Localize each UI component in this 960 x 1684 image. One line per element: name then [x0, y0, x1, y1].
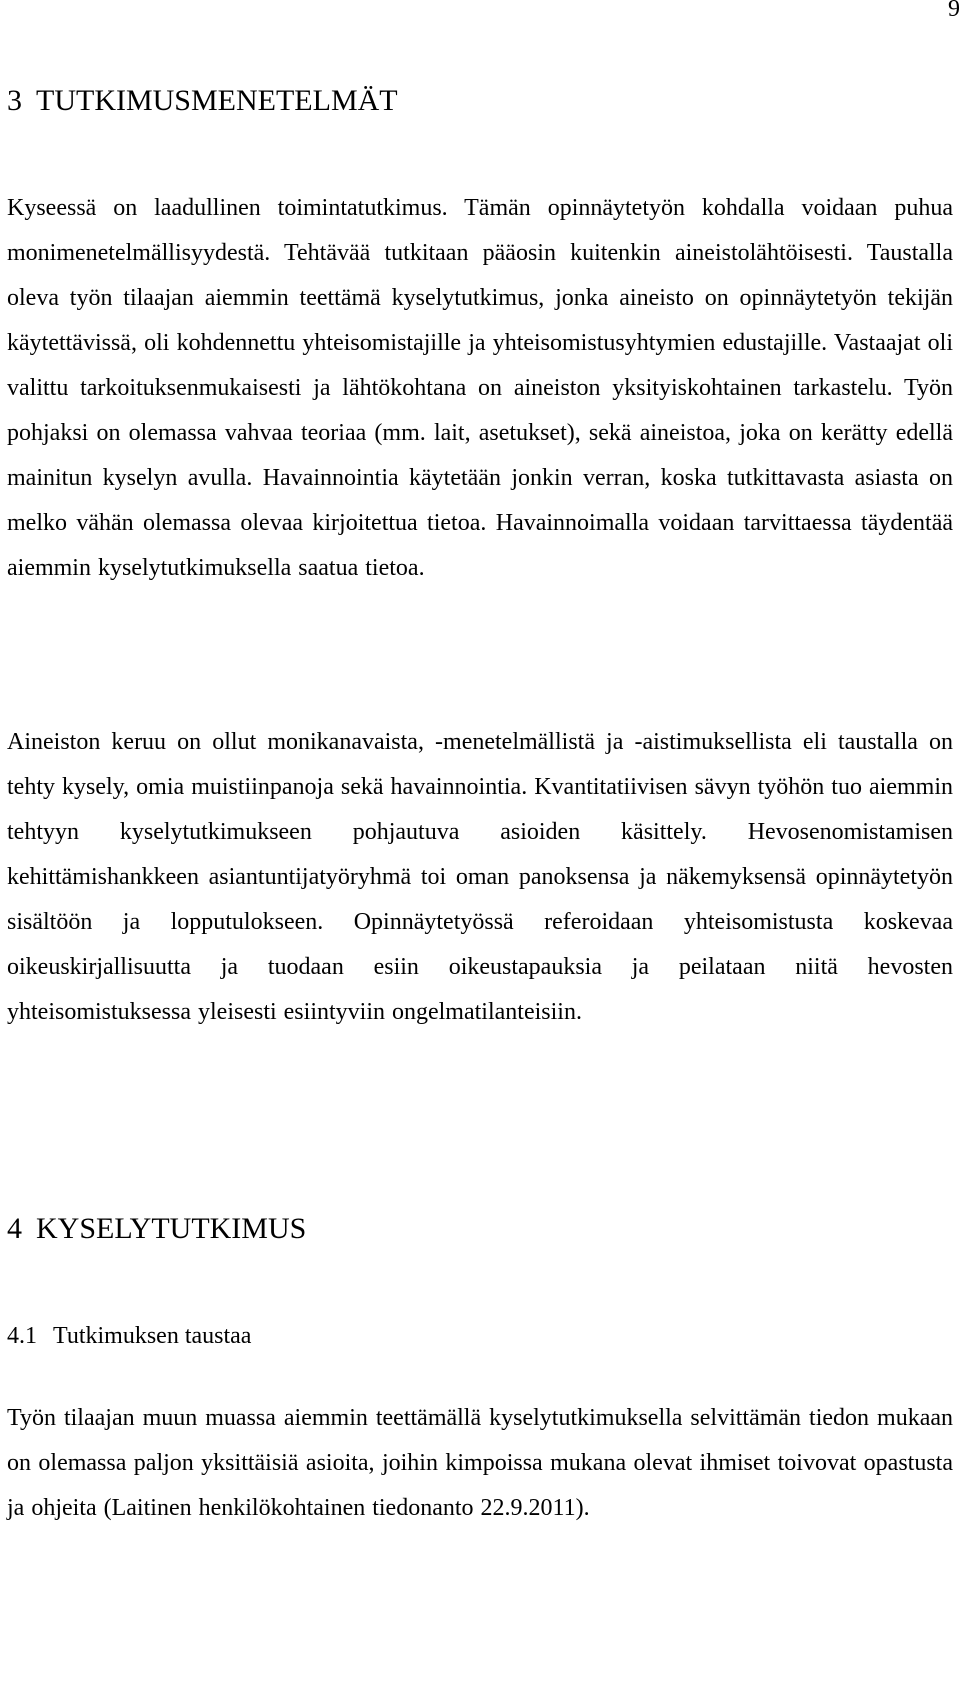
subsection-title: Tutkimuksen taustaa [53, 1323, 252, 1349]
body-paragraph-3: Työn tilaajan muun muassa aiemmin teettämällä kyselytutkimuksella selvittämän tiedon mukaan on olemassa paljon yksittäisiä asioita, joihin kimpoissa mukana olevat ihmiset toivovat opastusta ja ohjeita (Laitinen henkilökohtainen tiedonanto 22.9.2011). [7, 1405, 953, 1521]
section-heading-4 [7, 1212, 306, 1246]
section-number: 4 [7, 1212, 22, 1245]
body-paragraph-1: Kyseessä on laadullinen toimintatutkimus. Tämän opinnäytetyön kohdalla voidaan puhua monimenetelmällisyydestä. Tehtävää tutkitaan pääosin kuitenkin aineistolähtöisesti. Taustalla oleva työn tilaajan aiemmin teettämä kyselytutkimus, jonka aineisto on opinnäytetyön tekijän käytettävissä, oli kohdennettu yhteisomistajille ja yhteisomistusyhtymien edustajille. Vastaajat oli valittu tarkoituksenmukaisesti ja lähtökohtana on aineiston yksityiskohtainen tarkastelu. Työn pohjaksi on olemassa vahvaa teoriaa (mm. lait, asetukset), sekä aineistoa, joka on kerätty edellä mainitun kyselyn avulla. Havainnointia käytetään jonkin verran, koska tutkittavasta asiasta on melko vähän olemassa olevaa kirjoitettua tietoa. Havainnoimalla voidaan tarvittaessa täydentää aiemmin kyselytutkimuksella saatua tietoa. [7, 195, 953, 581]
subsection-number: 4.1 [7, 1323, 37, 1349]
section-title: KYSELYTUTKIMUS [36, 1212, 307, 1245]
body-paragraph-2: Aineiston keruu on ollut monikanavaista, -menetelmällistä ja -aistimuksellista eli taustalla on tehty kysely, omia muistiinpanoja sekä havainnointia. Kvantitatiivisen sävyn työhön tuo aiemmin tehtyyn kyselytutkimukseen pohjautuva asioiden käsittely. Hevosenomistamisen kehittämishankkeen asiantuntijatyöryhmä toi oman panoksensa ja näkemyksensä opinnäytetyön sisältöön ja lopputulokseen. Opinnäytetyössä referoidaan yhteisomistusta koskevaa oikeuskirjallisuutta ja tuodaan esiin oikeustapauksia ja peilataan niitä hevosten yhteisomistuksessa yleisesti esiintyviin ongelmatilanteisiin. [7, 729, 953, 1025]
section-title: TUTKIMUSMENETELMÄT [36, 84, 398, 117]
section-heading-3 [7, 84, 398, 118]
section-number: 3 [7, 84, 22, 117]
page-number: 9 [948, 0, 960, 22]
section-heading-4-1 [7, 1323, 251, 1350]
